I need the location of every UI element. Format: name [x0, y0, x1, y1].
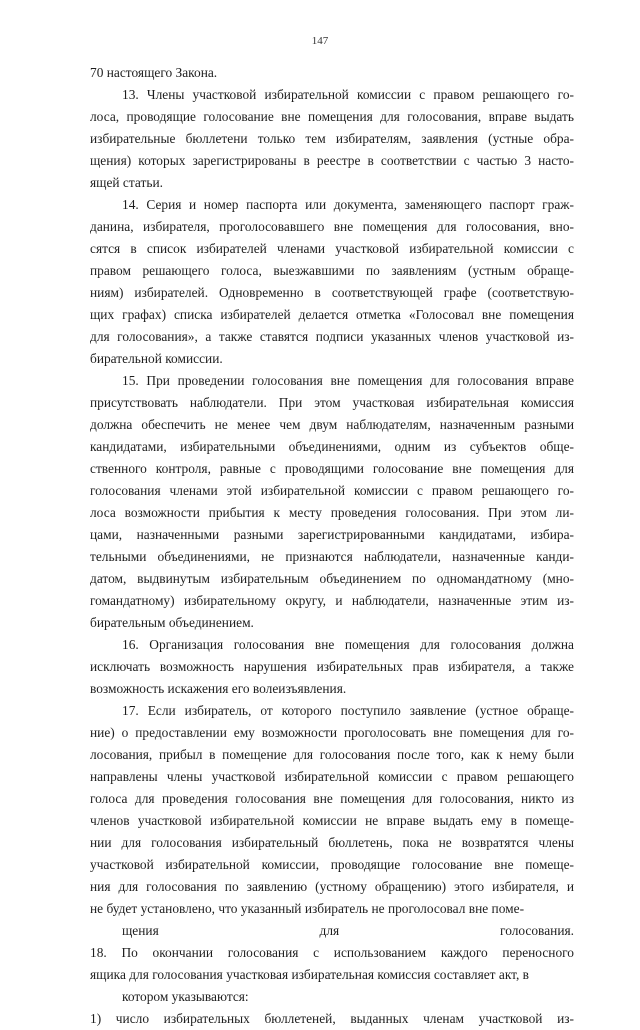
text-line: 14. Серия и номер паспорта или документа, заменяющего паспорт граж-	[122, 197, 574, 212]
text-line: 15. При проведении голосования вне помещения для голосования вправе	[122, 373, 574, 388]
text-line: должна обеспечить не менее чем двум наблюдателям, назначенным разными	[90, 417, 574, 432]
text-line: котором указываются:	[122, 989, 249, 1004]
text-line: участковой избирательной комиссии, проводящие голосование вне помеще-	[90, 857, 574, 872]
text-line: ственного контроля, равные с проводящими голосование вне помещения для	[90, 461, 574, 476]
text-line: щих графах) списка избирателей делается отметка «Голосовал вне помещения	[90, 307, 574, 322]
text-line: 18. По окончании голосования с использованием каждого переносного	[90, 945, 574, 960]
text-line: направлены члены участковой избирательной комиссии с правом решающего	[90, 769, 574, 784]
text-line: тельными объединениями, не признаются наблюдатели, назначенные канди-	[90, 549, 574, 564]
text-line: 13. Члены участковой избирательной комиссии с правом решающего го-	[122, 87, 574, 102]
text-line: 17. Если избиратель, от которого поступило заявление (устное обраще-	[122, 703, 574, 718]
text-line: лоса возможности прибытия к месту проведения голосования. При этом ли-	[90, 505, 574, 520]
text-line: щения для голосования.	[122, 923, 574, 938]
text-line: ние) о предоставлении ему возможности проголосовать вне помещения для го-	[90, 725, 574, 740]
text-line: бирательным объединением.	[90, 615, 254, 630]
text-line: ящей статьи.	[90, 175, 163, 190]
text-line: 16. Организация голосования вне помещения для голосования должна	[122, 637, 574, 652]
text-line: данина, избирателя, проголосовавшего вне помещения для голосования, вно-	[90, 219, 574, 234]
page-number: 147	[311, 35, 329, 47]
text-line: сятся в список избирателей членами участковой избирательной комиссии с	[90, 241, 574, 256]
text-line: ниям) избирателей. Одновременно в соответствующей графе (соответствую-	[90, 285, 574, 300]
text-line: голоса для проведения голосования вне помещения для голосования, никто из	[90, 791, 574, 806]
text-line: кандидатами, избирательными объединениями, одним из субъектов обще-	[90, 439, 574, 454]
text-line: лосования, прибыл в помещение для голосования после того, как к нему были	[90, 747, 574, 762]
text-line: присутствовать наблюдатели. При этом участковая избирательная комиссия	[90, 395, 574, 410]
text-line: щения) которых зарегистрированы в реестре в соответствии с частью 3 насто-	[90, 153, 574, 168]
text-line: голосования членами этой избирательной комиссии с правом решающего го-	[90, 483, 574, 498]
text-line: датом, выдвинутым избирательным объединением по одномандатному (мно-	[90, 571, 574, 586]
text-line: гомандатному) избирательному округу, и наблюдатели, назначенные этим из-	[90, 593, 574, 608]
text-line: цами, назначенными разными зарегистрированными кандидатами, избира-	[90, 527, 574, 542]
text-line: исключать возможность нарушения избирательных прав избирателя, а также	[90, 659, 574, 674]
text-line: бирательной комиссии.	[90, 351, 223, 366]
text-line: не будет установлено, что указанный избиратель не проголосовал вне поме-	[90, 901, 525, 916]
text-line: правом решающего голоса, выезжавшими по заявлениям (устным обраще-	[90, 263, 574, 278]
text-line: 1) число избирательных бюллетеней, выданных членам участковой из-	[90, 1011, 574, 1026]
text-line: для голосования», а также ставятся подписи указанных членов участковой из-	[90, 329, 574, 344]
text-line: лоса, проводящие голосование вне помещения для голосования, вправе выдать	[90, 109, 574, 124]
text-line: 70 настоящего Закона.	[90, 65, 218, 80]
text-line: возможность искажения его волеизъявления.	[90, 681, 347, 696]
text-line: ния для голосования по заявлению (устному обращению) этого избирателя, и	[90, 879, 574, 894]
text-line: избирательные бюллетени только тем избирателям, заявления (устные обра-	[90, 131, 574, 146]
text-line: членов участковой избирательной комиссии не вправе выдать ему в помеще-	[90, 813, 574, 828]
text-line: нии для голосования избирательный бюллетень, пока не возвратятся члены	[90, 835, 574, 850]
text-line: ящика для голосования участковая избирательная комиссия составляет акт, в	[90, 967, 530, 982]
